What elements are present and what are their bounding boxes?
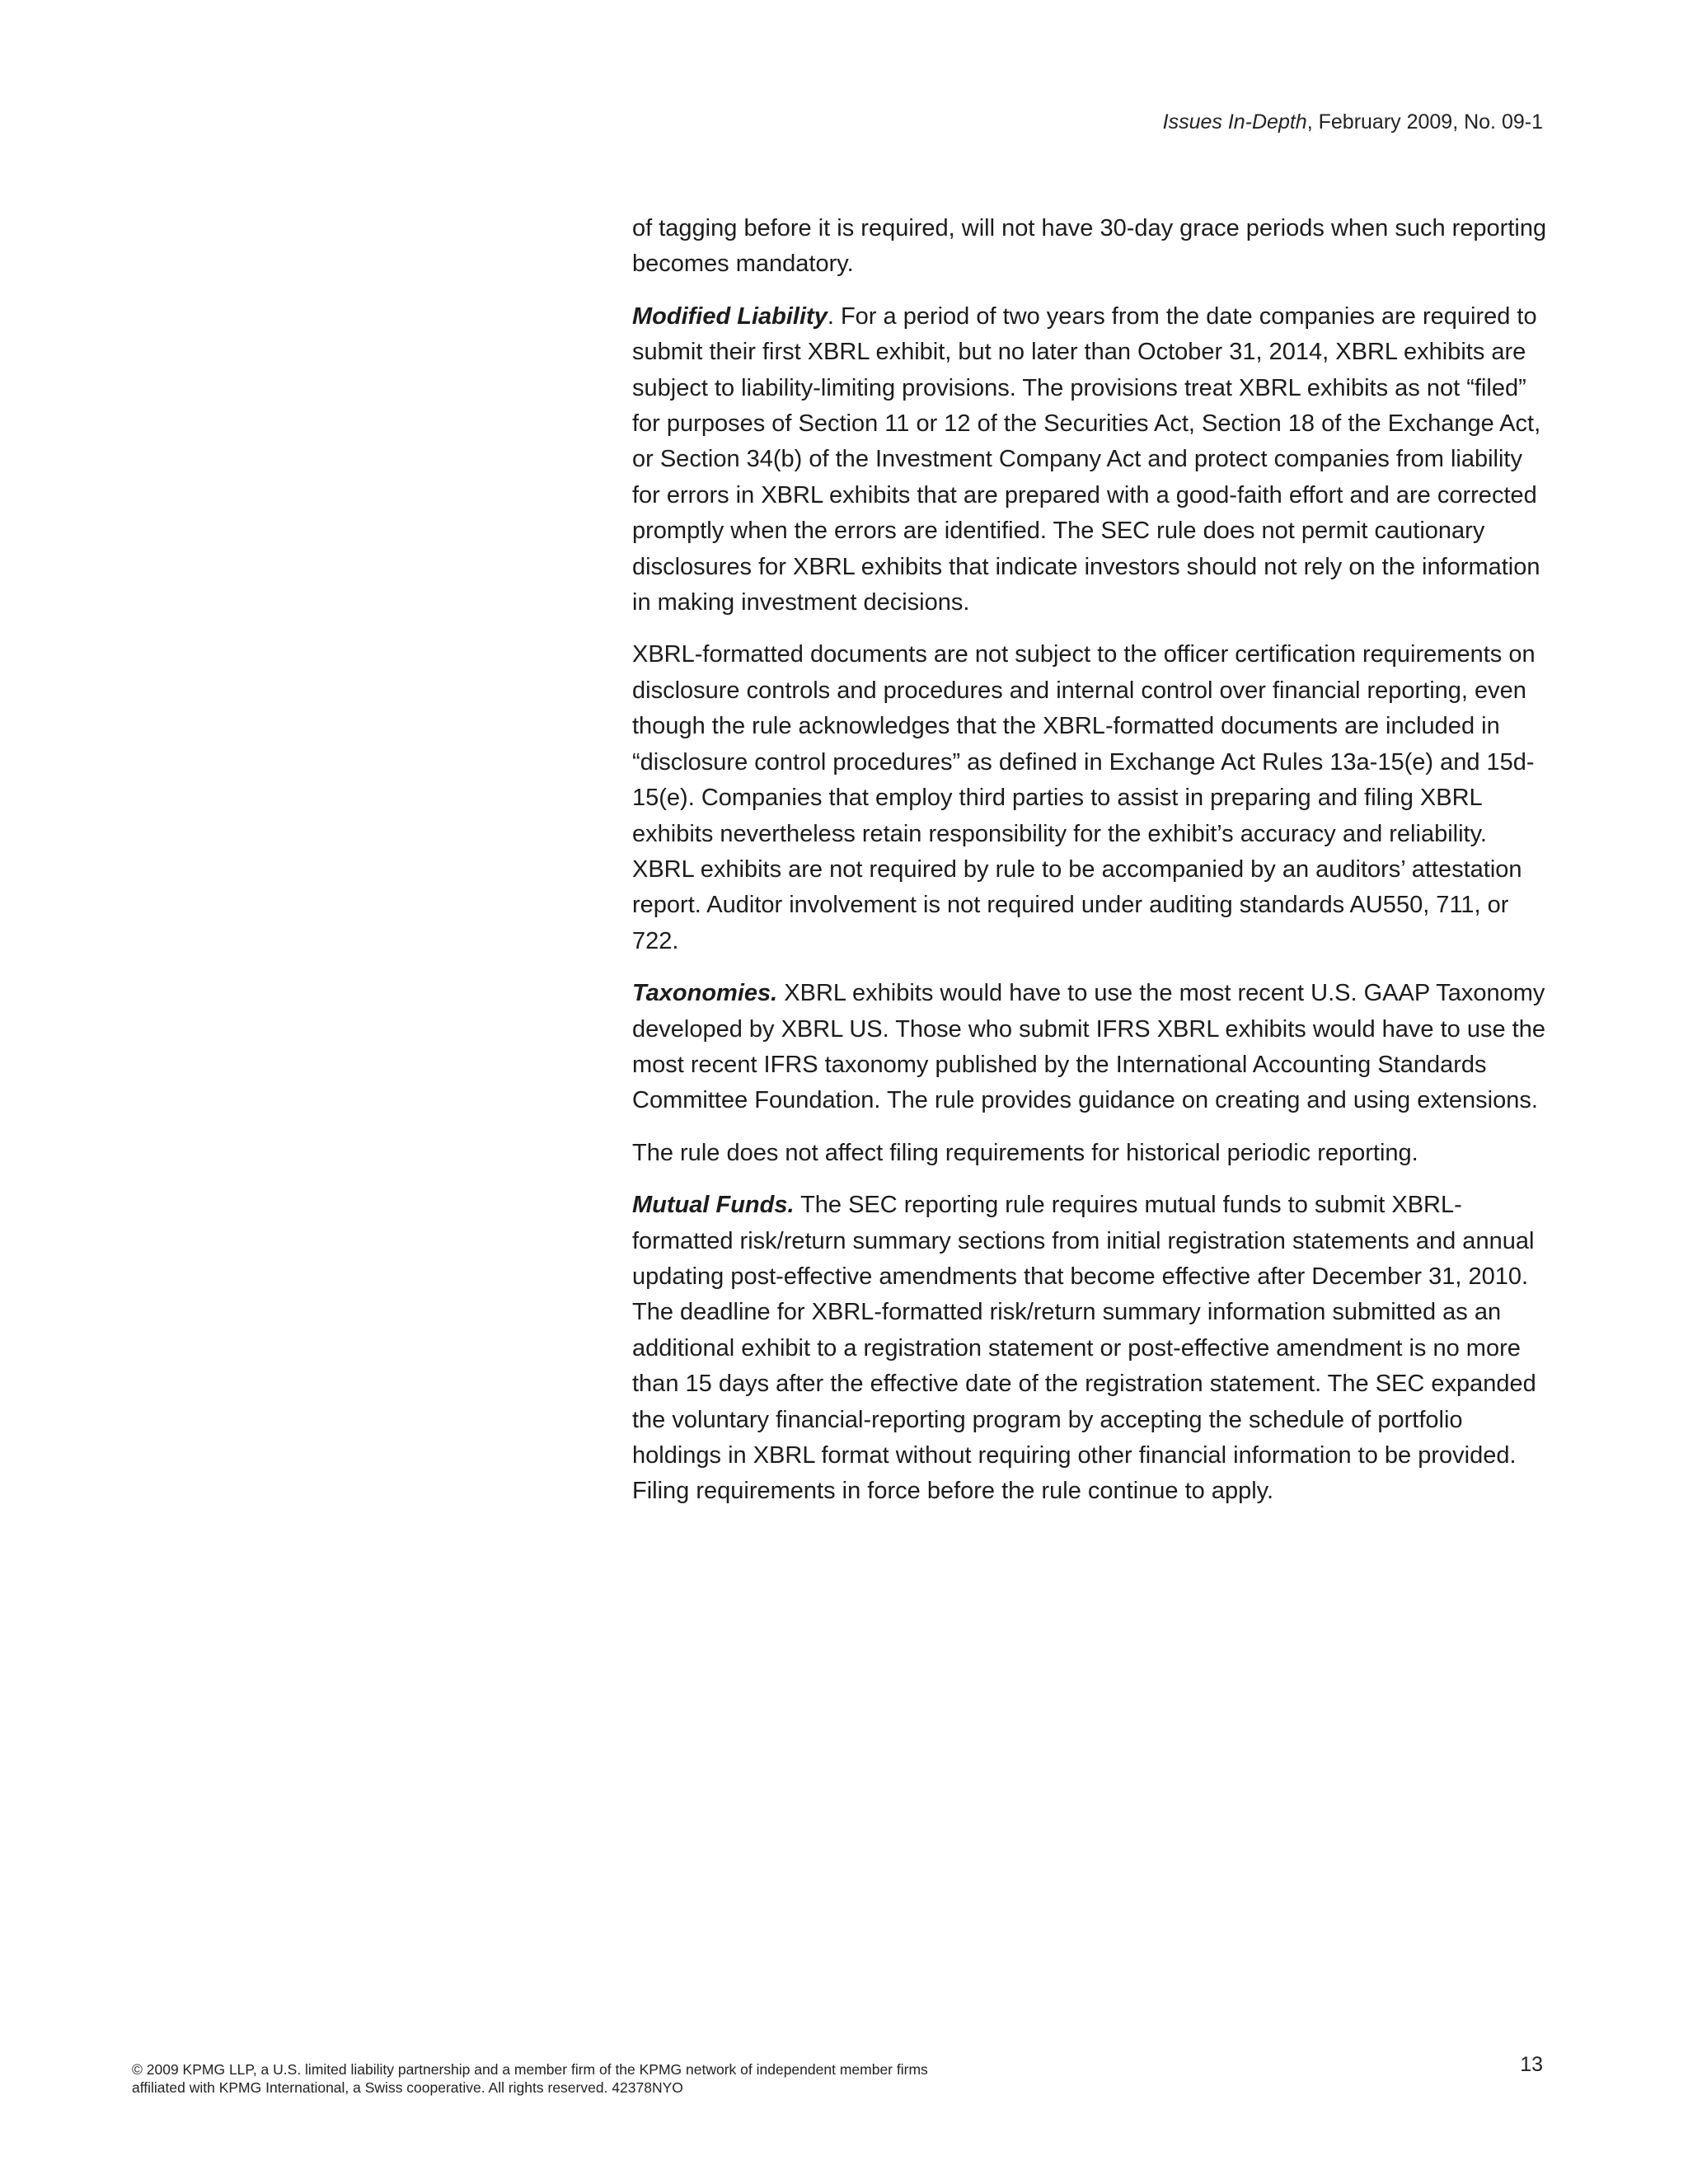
paragraph-text: . For a period of two years from the date companies are required to submit their first XBRL exhibit, but no later than October 31, 2014, XBRL exhibits are subject to liability-limiting provisions. The provisions treat XBRL exhibits as not “filed” for purposes of Section 11 or 12 of the Securities Act, Section 18 of the Exchange Act, or Section 34(b) of the Investment Company Act and protect companies from liability for errors in XBRL exhibits that are prepared with a good-faith effort and are corrected promptly when the errors are identified. The SEC rule does not permit cautionary disclosures for XBRL exhibits that indicate investors should not rely on the information in making investment decisions. bbox=[632, 302, 1541, 616]
copyright-notice bbox=[132, 2060, 1203, 2097]
page-number: 13 bbox=[1520, 2053, 1543, 2076]
paragraph-lead: Modified Liability bbox=[632, 302, 828, 330]
paragraph-text: XBRL-formatted documents are not subject to the officer certification requirements on disclosure controls and procedures and internal control over financial reporting, even though the rule acknowledges that the XBRL-formatted documents are included in “disclosure control procedures” as defined in Exchange Act Rules 13a-15(e) and 15d-15(e). Companies that employ third parties to assist in preparing and filing XBRL exhibits nevertheless retain responsibility for the exhibit’s accuracy and reliability. XBRL exhibits are not required by rule to be accompanied by an auditors’ attestation report. Auditor involvement is not required under auditing standards AU550, 711, or 722. bbox=[632, 641, 1536, 954]
paragraph-taxonomies bbox=[632, 976, 1547, 1119]
paragraph-tagging-grace bbox=[632, 211, 1547, 283]
paragraph-historical-reporting bbox=[632, 1136, 1547, 1171]
paragraph-text: The SEC reporting rule requires mutual funds to submit XBRL-formatted risk/return summary sections from initial registration statements and annual updating post-effective amendments that become effective after December 31, 2010. The deadline for XBRL-formatted risk/return summary information submitted as an additional exhibit to a registration statement or post-effective amendment is no more than 15 days after the effective date of the registration statement. The SEC expanded the voluntary financial-reporting program by accepting the schedule of portfolio holdings in XBRL format without requiring other financial information to be provided. Filing requirements in force before the rule continue to apply. bbox=[632, 1192, 1536, 1505]
copyright-line: © 2009 KPMG LLP, a U.S. limited liability partnership and a member firm of the KPMG network of independent member firms bbox=[132, 2061, 928, 2078]
paragraph-text: of tagging before it is required, will not have 30-day grace periods when such reporting becomes mandatory. bbox=[632, 215, 1547, 278]
running-header bbox=[1163, 109, 1543, 135]
copyright-line: affiliated with KPMG International, a Swiss cooperative. All rights reserved. 42378NYO bbox=[132, 2079, 683, 2096]
paragraph-officer-certification bbox=[632, 637, 1547, 959]
issue-info: , February 2009, No. 09-1 bbox=[1306, 110, 1543, 134]
paragraph-text: The rule does not affect filing requirements for historical periodic reporting. bbox=[632, 1139, 1418, 1166]
paragraph-lead: Mutual Funds. bbox=[632, 1192, 795, 1219]
body-text bbox=[632, 211, 1547, 1526]
paragraph-lead: Taxonomies. bbox=[632, 980, 778, 1007]
paragraph-text: XBRL exhibits would have to use the most recent U.S. GAAP Taxonomy developed by XBRL US. Those who submit IFRS XBRL exhibits would have to use the most recent IFRS taxonomy published by the International Accounting Standards Committee Foundation. The rule provides guidance on creating and using extensions. bbox=[632, 980, 1545, 1114]
publication-title: Issues In-Depth bbox=[1162, 110, 1307, 134]
paragraph-modified-liability bbox=[632, 299, 1547, 621]
paragraph-mutual-funds bbox=[632, 1188, 1547, 1510]
